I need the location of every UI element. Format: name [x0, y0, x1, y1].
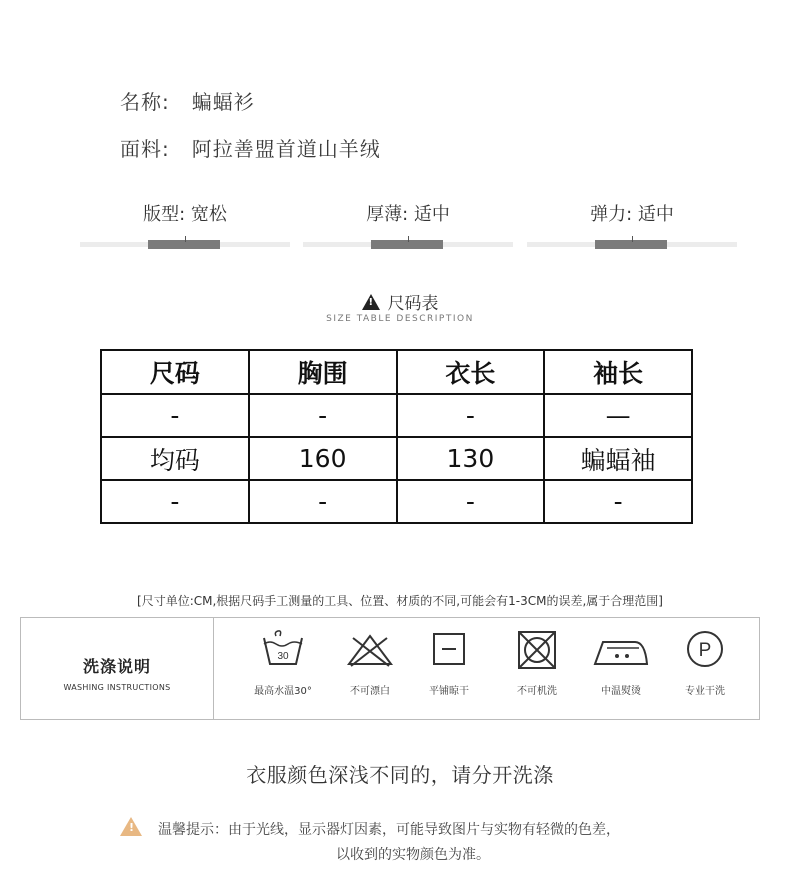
attribute-fit-tick: [185, 236, 186, 242]
wash-item-temp: [238, 630, 328, 697]
warning-icon: [120, 817, 142, 836]
wash-item-label: 平铺晾干: [429, 686, 469, 697]
svg-text:P: P: [698, 640, 712, 661]
size-header-cell: 袖长: [544, 350, 692, 394]
attribute-elasticity: [527, 200, 737, 250]
table-cell: 160: [249, 437, 397, 480]
table-cell: —: [544, 394, 692, 437]
wash-item-dryclean: [660, 630, 750, 697]
washing-instructions: [20, 617, 760, 720]
notice-line-1: 温馨提示：由于光线，显示器灯因素，可能导致图片与实物有轻微的色差，: [158, 822, 620, 838]
product-fabric-label: 面料:: [120, 137, 170, 161]
no-bleach-icon: [345, 630, 395, 670]
wash-item-label: 不可漂白: [350, 686, 390, 697]
dry-flat-icon: [424, 630, 474, 670]
no-machine-wash-icon: [512, 630, 562, 670]
wash-item-dry: [404, 630, 494, 697]
wash-item-label: 中温熨烫: [601, 686, 641, 697]
attribute-elasticity-label: 弹力: 适中: [590, 204, 674, 225]
table-cell: -: [101, 480, 249, 523]
product-fabric-row: [120, 133, 381, 162]
attribute-fit-indicator: [148, 240, 220, 249]
attribute-elasticity-tick: [632, 236, 633, 242]
attribute-thickness-label: 厚薄: 适中: [366, 204, 450, 225]
notice-line-2: 以收到的实物颜色为准。: [336, 847, 490, 863]
size-header-cell: 尺码: [101, 350, 249, 394]
table-cell: -: [249, 394, 397, 437]
product-fabric-value: 阿拉善盟首道山羊绒: [191, 137, 381, 161]
size-header-cell: 胸围: [249, 350, 397, 394]
product-name-label: 名称:: [120, 90, 170, 114]
size-table-subtitle: SIZE TABLE DESCRIPTION: [326, 314, 474, 324]
size-table-heading: [0, 289, 800, 314]
table-row: [101, 394, 692, 437]
attribute-fit-label: 版型: 宽松: [143, 204, 227, 225]
washing-heading: [21, 618, 214, 719]
product-name-value: 蝙蝠衫: [191, 90, 255, 114]
table-cell: -: [397, 394, 545, 437]
wash-item-label: 专业干洗: [685, 686, 725, 697]
table-cell: -: [101, 394, 249, 437]
size-table-header-row: [101, 350, 692, 394]
size-table: [100, 349, 693, 524]
attribute-thickness-tick: [408, 236, 409, 242]
wash-30-icon: [258, 630, 308, 670]
wash-item-machine: [492, 630, 582, 697]
size-note: [尺寸单位:CM,根据尺码手工测量的工具、位置、材质的不同,可能会有1-3CM的误差,属于合理范围]: [137, 594, 663, 608]
attribute-elasticity-indicator: [595, 240, 667, 249]
size-header-cell: 衣长: [397, 350, 545, 394]
size-table-title: 尺码表: [387, 294, 439, 314]
iron-medium-icon: [591, 630, 651, 670]
table-cell: -: [397, 480, 545, 523]
attribute-thickness: [303, 200, 513, 250]
attribute-thickness-indicator: [371, 240, 443, 249]
wash-item-bleach: [325, 630, 415, 697]
table-cell: 蝙蝠袖: [544, 437, 692, 480]
color-wash-tip: 衣服颜色深浅不同的，请分开洗涤: [246, 763, 554, 787]
table-row: [101, 480, 692, 523]
table-cell: -: [249, 480, 397, 523]
washing-title: 洗涤说明: [82, 657, 151, 676]
svg-text:30: 30: [277, 651, 289, 662]
wash-item-label: 最高水温30°: [254, 686, 312, 697]
dry-clean-p-icon: [680, 630, 730, 670]
table-cell: 均码: [101, 437, 249, 480]
attribute-fit: [80, 200, 290, 250]
table-cell: -: [544, 480, 692, 523]
wash-item-iron: [576, 630, 666, 697]
washing-subtitle: WASHING INSTRUCTIONS: [63, 683, 171, 692]
table-cell: 130: [397, 437, 545, 480]
wash-item-label: 不可机洗: [517, 686, 557, 697]
table-row: [101, 437, 692, 480]
product-name-row: [120, 86, 255, 115]
warning-icon: [362, 294, 380, 310]
